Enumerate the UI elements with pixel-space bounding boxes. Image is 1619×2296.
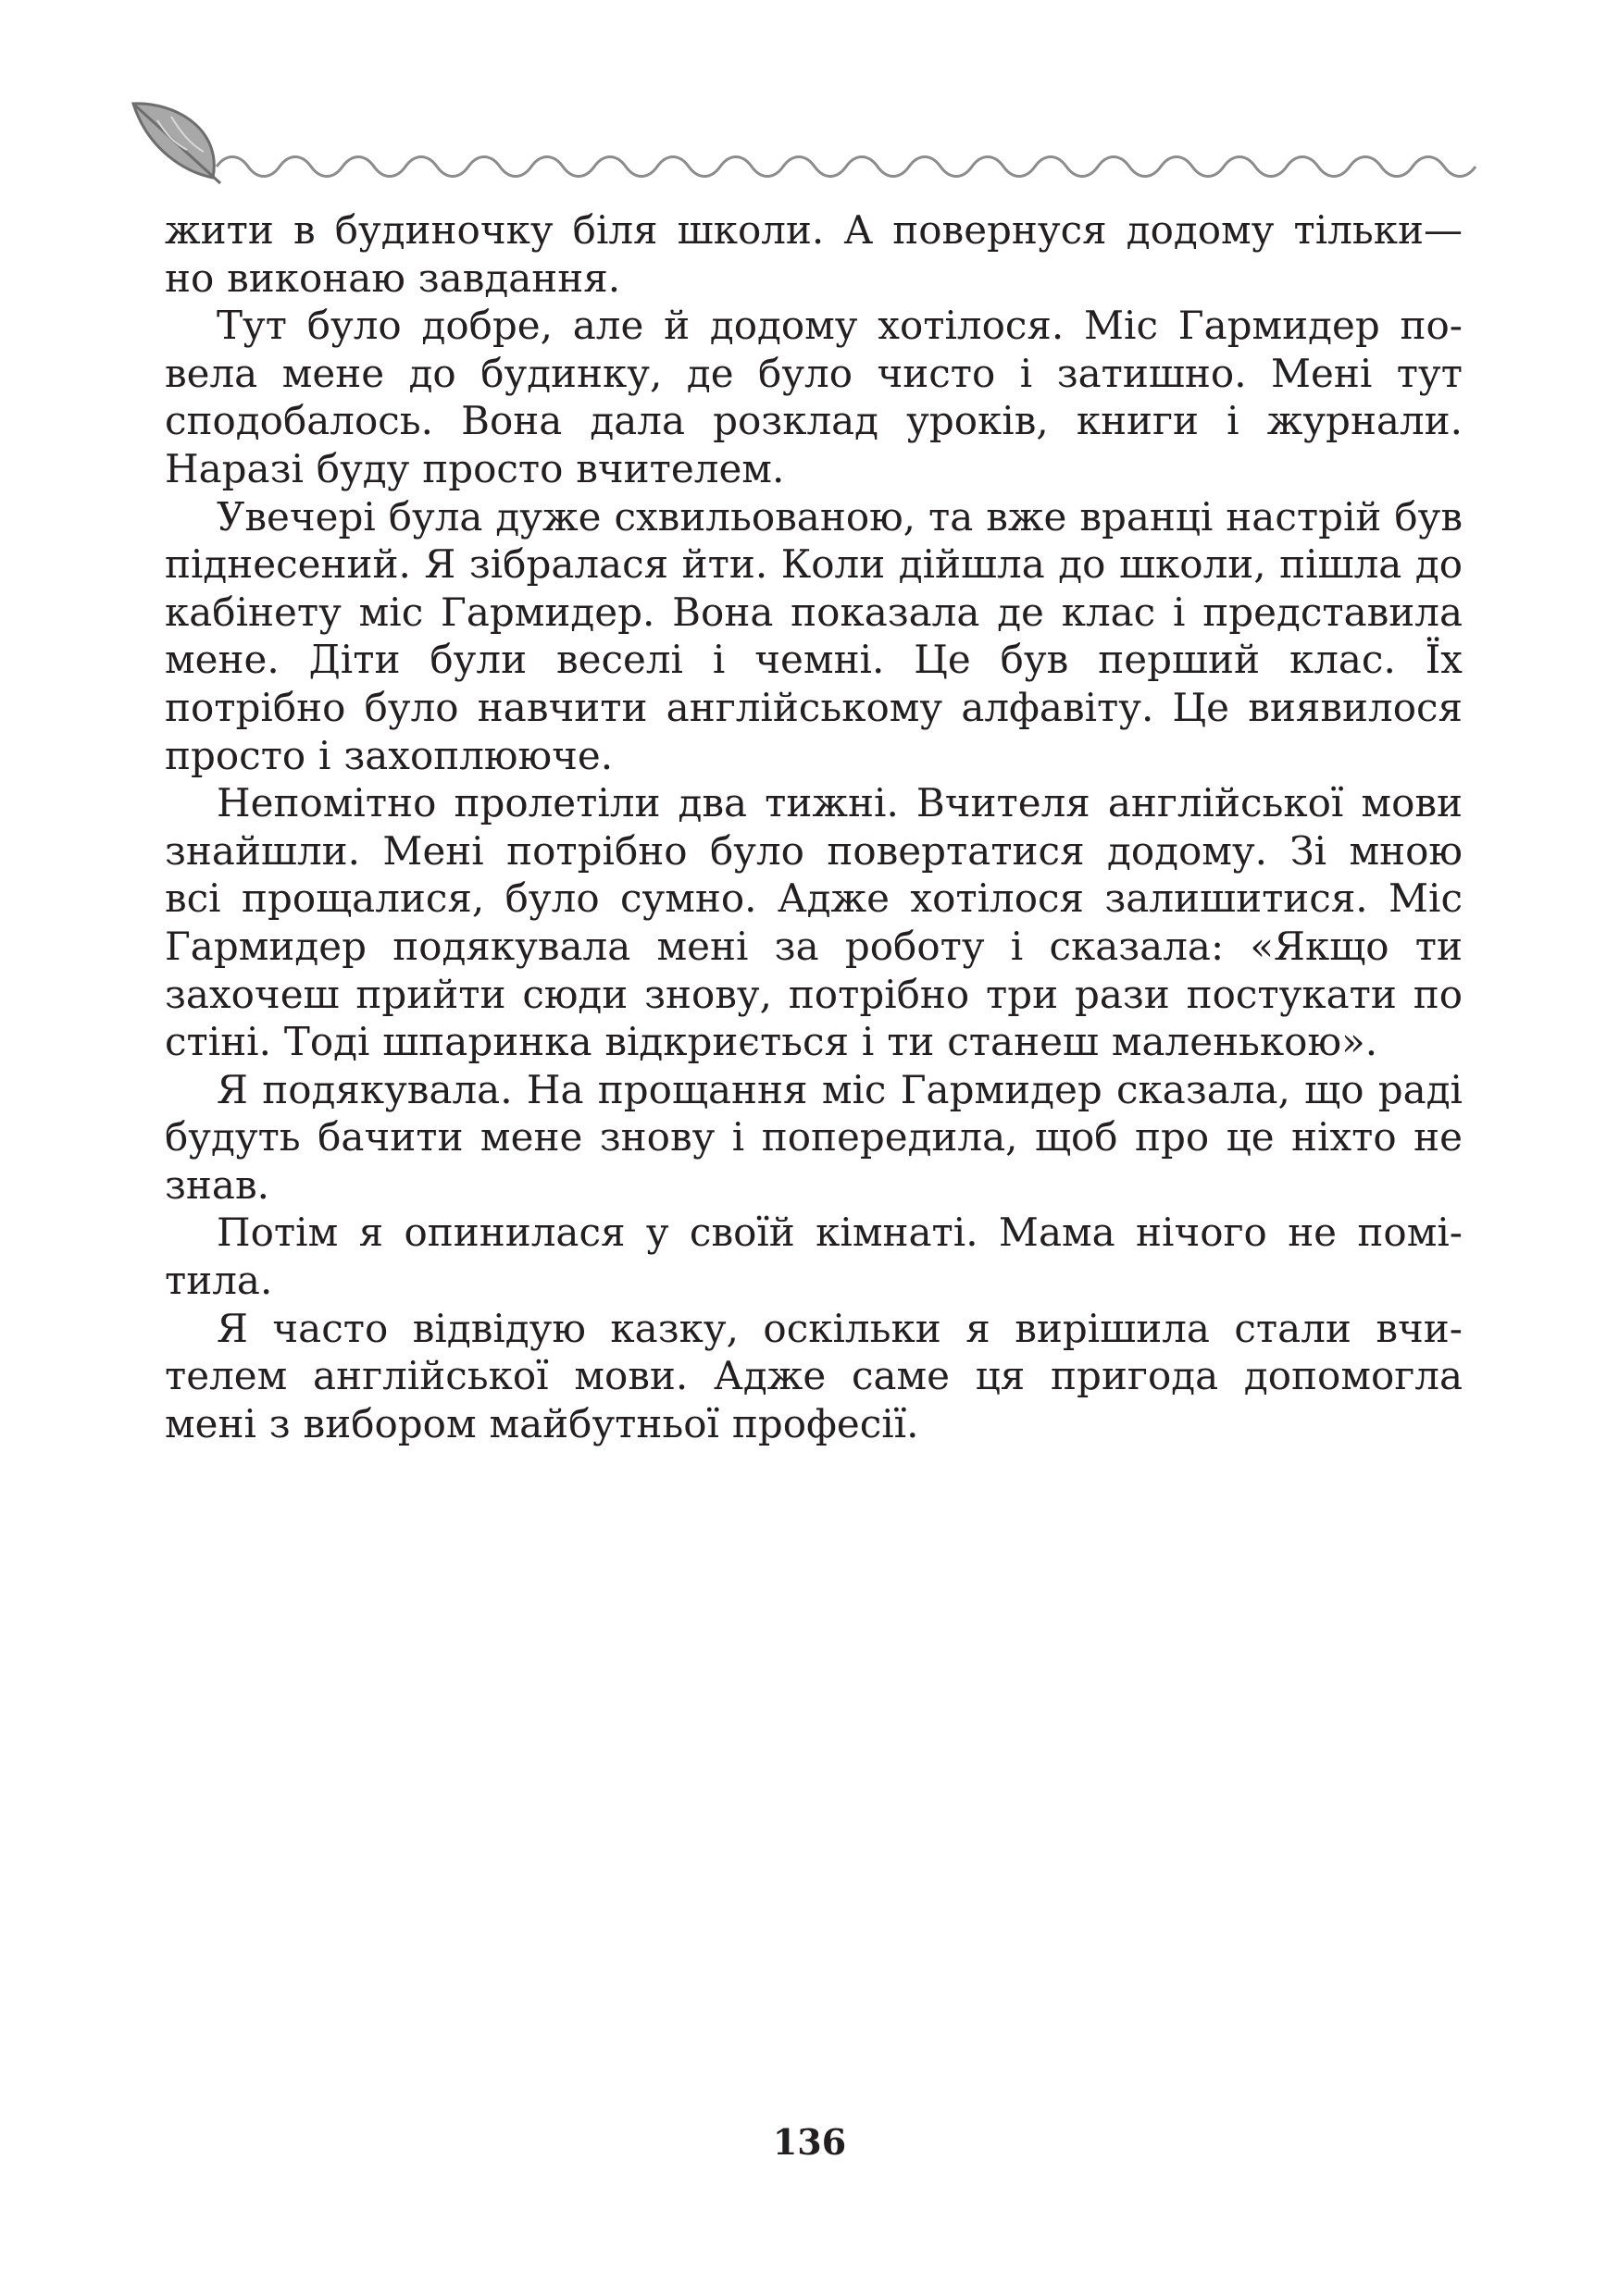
- paragraph-4: Непомітно пролетіли два тижні. Вчителя англійської мови знайшли. Мені потрібно було повертатися додому. Зі мною всі прощалися, було сумно. Адже хотілося залишитися. Міс Гармидер подякувала мені за роботу і сказала: «Якщо ти захочеш прийти сюди знову, потрібно три рази постукати по стіні. Тоді шпаринка відкриється і ти станеш маленькою».: [165, 780, 1463, 1065]
- feather-icon: [133, 104, 220, 183]
- paragraph-3: Увечері була дуже схвильованою, та вже вранці настрій був піднесений. Я зібралася йти. Коли дійшла до школи, пішла до кабінету міс Гармидер. Вона показала де клас і представила мене. Діти були веселі і чемні. Це був перший клас. Їх потрібно було навчити англійському алфавіту. Це виявилося просто і захоплююче.: [165, 493, 1463, 778]
- page-number: 136: [772, 2121, 847, 2163]
- header-ornament: [120, 93, 1490, 194]
- paragraph-1: жити в будиночку біля школи. А повернуся додому тільки— но виконаю завдання.: [165, 207, 1463, 301]
- paragraph-5: Я подякувала. На прощання міс Гармидер сказала, що раді будуть бачити мене знову і попередила, щоб про це ніхто не знав.: [165, 1066, 1463, 1208]
- paragraph-2: Тут було добре, але й додому хотілося. Міс Гармидер повела мене до будинку, де було чисто і затишно. Мені тут сподобалось. Вона дала розклад уроків, книги і журнали. Наразі буду просто вчителем.: [165, 303, 1463, 491]
- paragraph-6: Потім я опинилася у своїй кімнаті. Мама нічого не помітила.: [165, 1210, 1463, 1304]
- paragraph-7: Я часто відвідую казку, оскільки я вирішила стали вчителем англійської мови. Адже саме ця пригода допомогла мені з вибором майбутньої професії.: [165, 1305, 1463, 1446]
- body-text: [165, 206, 1463, 1447]
- wavy-divider: [217, 157, 1476, 177]
